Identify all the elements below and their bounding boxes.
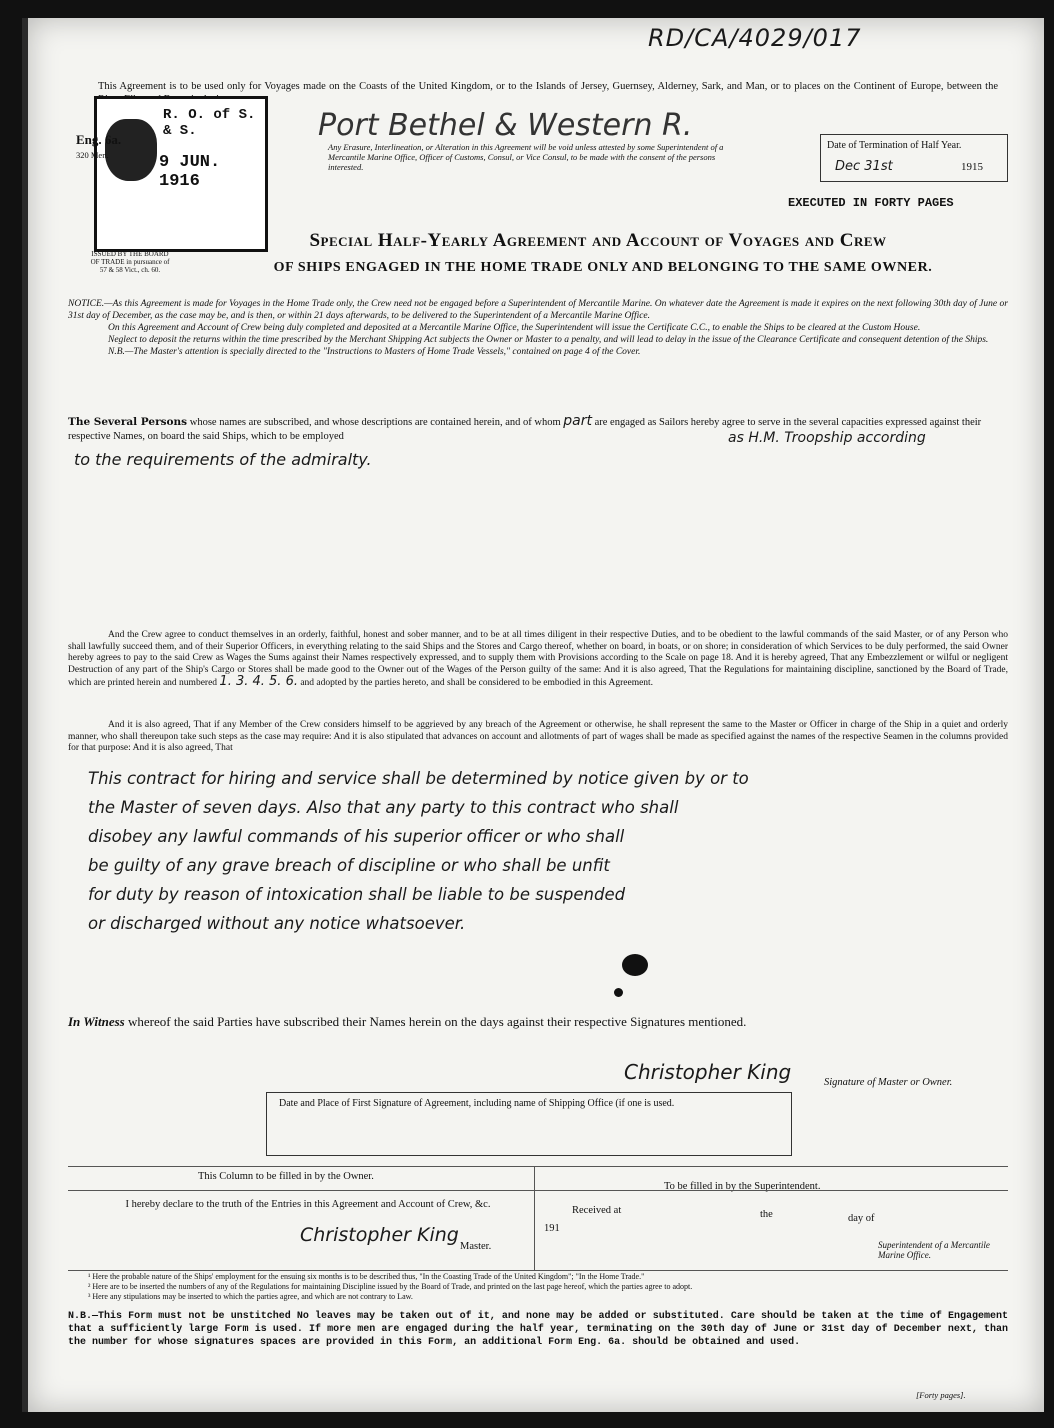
footnote: ³ Here any stipulations may be inserted to which the parties agree, and which are not contrary to Law. — [88, 1292, 413, 1301]
crew-agree-tail: and adopted by the parties hereto, and shall be considered to be embodied in this Agreement. — [300, 678, 654, 688]
forty-pages-note: [Forty pages]. — [916, 1390, 966, 1400]
first-signature-label: Date and Place of First Signature of Agreement, including name of Shipping Office (if one is used. — [279, 1098, 675, 1109]
column-divider — [534, 1166, 535, 1270]
erasure-note: Any Erasure, Interlineation, or Alteration in this Agreement will be void unless attested by some Superintendent of a Mercantile Marine Office, Officer of Customs, Consul, or Vice Consul, to be made with the consent of the persons interested. — [328, 142, 724, 172]
superintendent-label: Superintendent of a Mercantile Marine Office. — [878, 1240, 990, 1260]
footnote: ² Here are to be inserted the numbers of any of the Regulations for maintaining Discipline issued by the Board of Trade, and printed on the last page hereof, which the parties agree to adopt. — [88, 1282, 693, 1291]
handwritten-line: the Master of seven days. Also that any party to this contract who shall — [88, 798, 679, 817]
handwritten-line: be guilty of any grave breach of discipline or who shall be unfit — [88, 856, 610, 875]
handwritten-line: or discharged without any notice whatsoever. — [88, 914, 466, 933]
handwritten-line: This contract for hiring and service shall be determined by notice given by or to — [88, 769, 749, 788]
form-code: Eng. 6a. — [76, 132, 122, 147]
stamp-office: R. O. of S. & S. — [163, 107, 256, 139]
year-prefix: 191 — [544, 1223, 560, 1234]
master-signature: Christopher King — [624, 1060, 792, 1084]
divider — [68, 1166, 1008, 1167]
receipt-stamp — [94, 96, 268, 252]
crown-emblem-icon — [105, 119, 157, 181]
the-label: the — [760, 1209, 773, 1220]
first-signature-box — [266, 1092, 792, 1156]
witness-clause — [68, 1014, 1008, 1029]
issued-by: ISSUED BY THE BOARD OF TRADE in pursuance of 57 & 58 Vict., ch. 60. — [90, 250, 170, 274]
employment-handwritten: as H.M. Troopship according — [728, 430, 926, 446]
executed-pages: EXECUTED IN FORTY PAGES — [788, 196, 954, 210]
received-at-label: Received at — [572, 1205, 622, 1216]
witness-lead: In Witness — [68, 1014, 125, 1029]
agreement-page — [22, 18, 1044, 1412]
notice-p4: N.B.—The Master's attention is specially directed to the "Instructions to Masters of Home Trade Vessels," contained on page 4 of the Cover. — [108, 347, 641, 357]
persons-text2: are engaged as Sailors hereby agree to serve in the several capacities expressed against their respective Names, on board the said Ships, which to be employed — [68, 417, 982, 442]
handwritten-line: disobey any lawful commands of his superior officer or who shall — [88, 827, 625, 846]
persons-lead: The Several Persons — [68, 416, 188, 428]
aggrieved-clause: And it is also agreed, That if any Member of the Crew considers himself to be aggrieved by any breach of the Agreement or otherwise, he shall represent the same to the Master or Officer in charge of the Ship in a quiet and orderly manner, who shall thereupon take such steps as the case may require: And it is also stipulated that advances on account and allotments of part of wages shall be made as specified against the names of the respective Seamen in the columns provided for that purpose: And it is also agreed, That — [68, 720, 1008, 753]
top-notice: This Agreement is to be used only for Voyages made on the Coasts of the United Kingdom, or to the Islands of Jersey, Guernsey, Alderney, Sark, and Man, or to places on the Continent of Europe, between the — [98, 81, 998, 92]
persons-text: whose names are subscribed, and whose descriptions are contained herein, and of whom — [189, 417, 561, 428]
crew-agreement-text — [68, 630, 1008, 690]
handwritten-clause — [88, 764, 1018, 938]
owner-declaration: I hereby declare to the truth of the Entries in this Agreement and Account of Crew, &c. — [125, 1199, 491, 1210]
owner-column-heading: This Column to be filled in by the Owner. — [198, 1171, 374, 1182]
stamp-date: 9 JUN. 1916 — [159, 153, 221, 191]
employment-handwritten-2: to the requirements of the admiralty. — [74, 450, 372, 469]
divider — [68, 1190, 1008, 1191]
form-title: Special Half-Yearly Agreement and Account of Voyages and Crew — [309, 230, 887, 251]
termination-box — [820, 134, 1008, 182]
termination-label: Date of Termination of Half Year. — [827, 140, 962, 151]
ink-spot — [614, 988, 623, 997]
handwritten-line: for duty by reason of intoxication shall be liable to be suspended — [88, 885, 626, 904]
form-subtitle: OF SHIPS ENGAGED IN THE HOME TRADE ONLY AND BELONGING TO THE SAME OWNER. — [273, 260, 933, 275]
regulation-numbers: 1. 3. 4. 5. 6. — [219, 674, 298, 689]
crew-agree-main: And the Crew agree to conduct themselves in an orderly, faithful, honest and sober manner, and to be at all times diligent in their respective Duties, and to be obedient to the lawful commands of the said Master, or of any Person who shall lawfully succeed them, and of their Superior Officers, in everything relating to the said Ships and the Stores and Cargo thereof, whether on board, in boats, or on shore; in consideration of which Services to be duly performed, the said Owner hereby agrees to pay to the said Crew as Wages the Sums against their Names respectively expressed, and to supply them with Provisions according to the Scale on page 18. And it is hereby agreed, That any Embezzlement or wilful or negligent Destruction of any part of the Ship's Cargo or Stores shall be made good to the Owner out of the Wages of the Person guilty of the same: And it is also agreed, That the Regulations for maintaining discipline, sanctioned by the Board of Trade, which are printed herein and numbered — [68, 630, 1008, 688]
form-sub: 320 Men. — [76, 150, 109, 160]
signature-label: Signature of Master or Owner. — [824, 1077, 953, 1088]
superintendent-column-heading: To be filled in by the Superintendent. — [664, 1181, 821, 1192]
termination-year: 1915 — [961, 161, 983, 173]
ship-name-handwritten: Port Bethel & Western R. — [318, 108, 693, 143]
notice-p3: Neglect to deposit the returns within the time prescribed by the Merchant Shipping Act subjects the Owner or Master to a penalty, and will lead to delay in the issue of the Clearance Certificate and consequent detention of the Ships. — [108, 335, 989, 345]
day-of-label: day of — [848, 1213, 875, 1224]
notice-p1: NOTICE.—As this Agreement is made for Voyages in the Home Trade only, the Crew need not be engaged before a Superintendent of Mercantile Marine. On whatever date the Agreement is made it expires on the next following 30th day of June or 31st day of December, as the case may be, and is then, or within 21 days afterwards, to be delivered to the Superintendent of a Mercantile Marine Office. — [68, 299, 1008, 321]
footnote: ¹ Here the probable nature of the Ships' employment for the ensuing six months is to be described thus, "In the Coasting Trade of the United Kingdom"; "In the Home Trade." — [88, 1272, 645, 1281]
ink-blot — [622, 954, 648, 976]
notice-block — [68, 298, 1008, 358]
nb-note: N.B.—This Form must not be unstitched No leaves may be taken out of it, and none may be added or substituted. Care should be taken at the time of Engagement that a sufficiently large Form is used. If more men are engaged during the half year, terminating on the 30th day of June or 31st day of December next, than the number for whose signatures spaces are provided in this Form, an additional Form Eng. 6a. should be obtained and used. — [68, 1311, 1008, 1348]
reference-number: RD/CA/4029/017 — [648, 24, 862, 52]
divider — [68, 1270, 1008, 1271]
witness-text: whereof the said Parties have subscribed their Names herein on the days against their respective Signatures mentioned. — [127, 1014, 747, 1029]
notice-p2: On this Agreement and Account of Crew being duly completed and deposited at a Mercantile Marine Office, the Superintendent will issue the Certificate C.C., to enable the Ships to be cleared at the Custom House. — [108, 323, 921, 333]
persons-part: part — [563, 413, 592, 429]
master-label: Master. — [460, 1241, 492, 1252]
owner-signature: Christopher King — [300, 1224, 459, 1246]
footnotes — [88, 1272, 1008, 1302]
termination-value: Dec 31st — [835, 159, 893, 174]
